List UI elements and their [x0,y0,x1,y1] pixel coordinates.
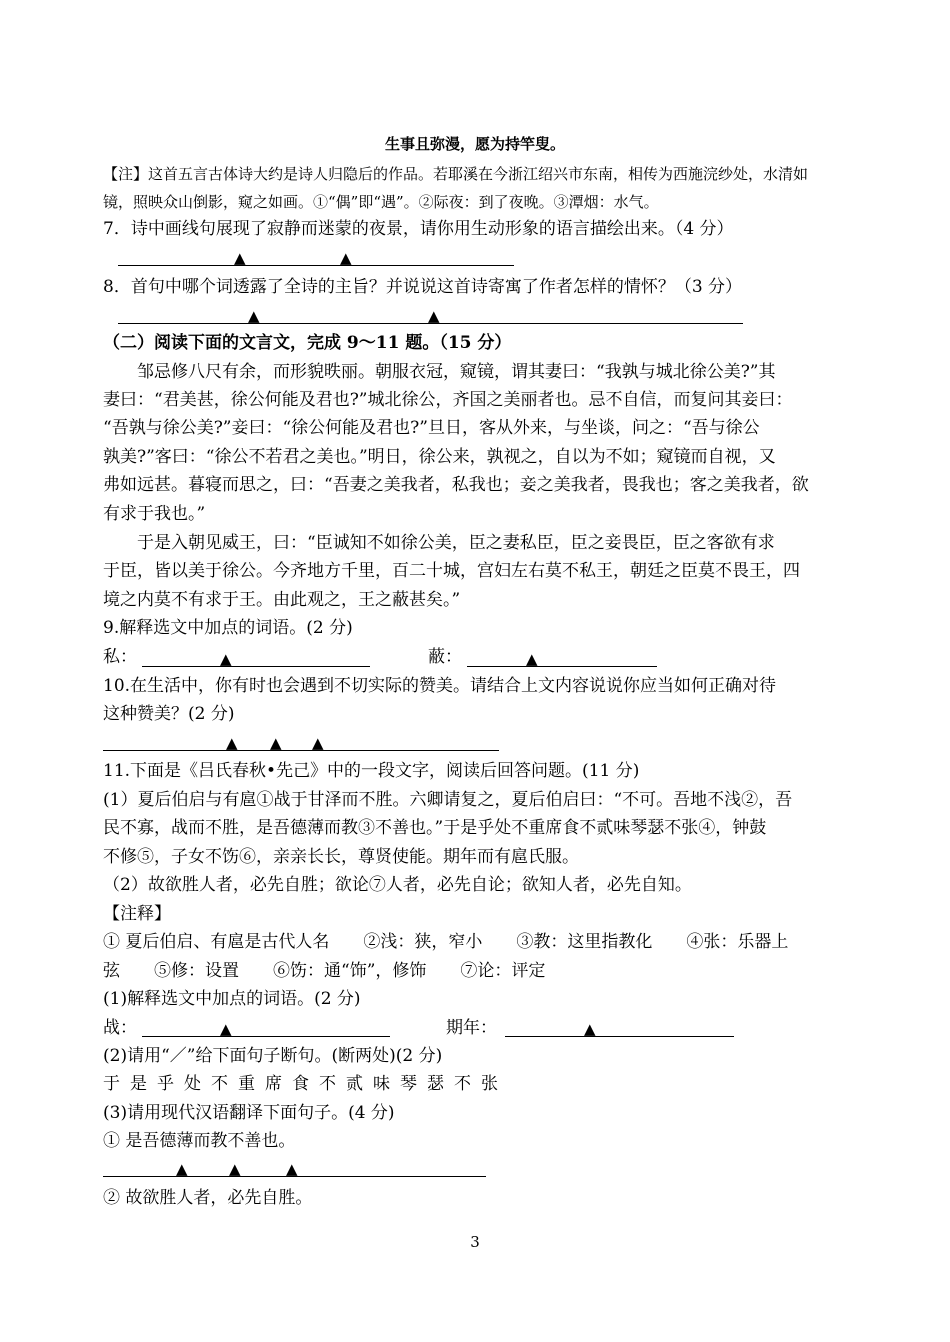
answer-marker-icon: ▲ [270,734,282,752]
answer-marker-icon: ▲ [526,650,538,668]
answer-marker-icon: ▲ [234,249,246,267]
answer-line-q9a[interactable] [142,666,370,667]
q11-item1: ① 是吾德薄而教不善也。 [103,1131,296,1151]
answer-line-q7[interactable] [118,265,514,266]
notes-line: ① 夏后伯启、有扈是古代人名 ②浅：狭，窄小 ③教：这里指教化 ④张：乐器上 [103,932,789,952]
q9-label-b: 蔽： [428,647,462,667]
answer-line-q11b[interactable] [505,1036,734,1037]
q11-text-line: (1）夏后伯启与有扈①战于甘泽而不胜。六卿请复之，夏后伯启曰：“不可。吾地不浅②，吾 [103,790,793,810]
section-heading: （二）阅读下面的文言文，完成 9～11 题。（15 分） [103,333,512,353]
page-number: 3 [470,1233,480,1251]
question-9: 9.解释选文中加点的词语。(2 分) [103,618,353,638]
q11-sub1: (1)解释选文中加点的词语。(2 分) [103,989,361,1009]
question-8: 8．首句中哪个词透露了全诗的主旨？并说说这首诗寄寓了作者怎样的情怀？（3 分） [103,277,743,297]
passage-line: “吾孰与徐公美?”妾曰：“徐公何能及君也?”旦日，客从外来，与坐谈，问之：“吾与徐公 [103,418,760,438]
answer-marker-icon: ▲ [226,734,238,752]
answer-marker-icon: ▲ [220,1020,232,1038]
q11-text-line: 民不寡，战而不胜，是吾德薄而教③不善也。”于是乎处不重席食不贰味琴瑟不张④，钟鼓 [103,818,767,838]
answer-marker-icon: ▲ [340,249,352,267]
passage-line: 有求于我也。” [103,504,206,524]
answer-marker-icon: ▲ [176,1160,188,1178]
q11-sentence: 于是乎处不重席食不贰味琴瑟不张 [103,1074,508,1094]
answer-line-q11a[interactable] [142,1036,390,1037]
passage-line: 妻曰：“君美甚，徐公何能及君也?”城北徐公，齐国之美丽者也。忌不自信，而复问其妾曰： [103,390,793,410]
passage-line: 弗如远甚。暮寝而思之，曰：“吾妻之美我者，私我也；妾之美我者，畏我也；客之美我者，欲 [103,475,809,495]
passage-line: 于臣，皆以美于徐公。今齐地方千里，百二十城，宫妇左右莫不私王，朝廷之臣莫不畏王，四 [103,561,800,581]
poem-last-line: 生事且弥漫，愿为持竿叟。 [384,135,565,153]
q11-item2: ② 故欲胜人者，必先自胜。 [103,1188,313,1208]
poem-note-line2: 镜，照映众山倒影，窥之如画。①“偶”即“遇”。②际夜：到了夜晚。③潭烟：水气。 [103,193,659,211]
q11-label-a: 战： [103,1018,137,1038]
q11-sub3: (3)请用现代汉语翻译下面句子。(4 分) [103,1103,395,1123]
notes-heading: 【注释】 [103,904,171,924]
answer-marker-icon: ▲ [584,1020,596,1038]
answer-marker-icon: ▲ [286,1160,298,1178]
answer-marker-icon: ▲ [248,307,260,325]
answer-line-q10[interactable] [103,750,499,751]
answer-marker-icon: ▲ [428,307,440,325]
answer-line-q9b[interactable] [467,666,657,667]
notes-line: 弦 ⑤修：设置 ⑥饬：通“饰”，修饰 ⑦论：评定 [103,961,546,981]
q11-label-b: 期年： [446,1018,497,1038]
q11-text-line: 不修⑤，子女不饬⑥，亲亲长长，尊贤使能。期年而有扈氏服。 [103,847,579,867]
passage-line: 于是入朝见威王，曰：“臣诚知不如徐公美，臣之妻私臣，臣之妾畏臣，臣之客欲有求 [137,533,775,553]
answer-marker-icon: ▲ [229,1160,241,1178]
passage-line: 邹忌修八尺有余，而形貌昳丽。朝服衣冠，窥镜，谓其妻曰：“我孰与城北徐公美?”其 [137,362,776,382]
q11-text-line: （2）故欲胜人者，必先自胜；欲论⑦人者，必先自论；欲知人者，必先自知。 [103,875,692,895]
question-10-line1: 10.在生活中，你有时也会遇到不切实际的赞美。请结合上文内容说说你应当如何正确对待 [103,676,777,696]
poem-note-line1: 【注】这首五言古体诗大约是诗人归隐后的作品。若耶溪在今浙江绍兴市东南，相传为西施浣纱处，水清如 [103,165,809,183]
answer-marker-icon: ▲ [312,734,324,752]
question-10-line2: 这种赞美？(2 分) [103,704,235,724]
question-11-intro: 11.下面是《吕氏春秋•先己》中的一段文字，阅读后回答问题。(11 分) [103,761,640,781]
question-7: 7．诗中画线句展现了寂静而迷蒙的夜景，请你用生动形象的语言描绘出来。（4 分） [103,219,734,239]
passage-line: 孰美?”客曰：“徐公不若君之美也。”明日，徐公来，孰视之，自以为不如；窥镜而自视，又 [103,447,776,467]
q11-sub2: (2)请用“／”给下面句子断句。(断两处)(2 分) [103,1046,443,1066]
answer-marker-icon: ▲ [220,650,232,668]
q9-label-a: 私： [103,647,137,667]
passage-line: 境之内莫不有求于王。由此观之，王之蔽甚矣。” [103,590,461,610]
